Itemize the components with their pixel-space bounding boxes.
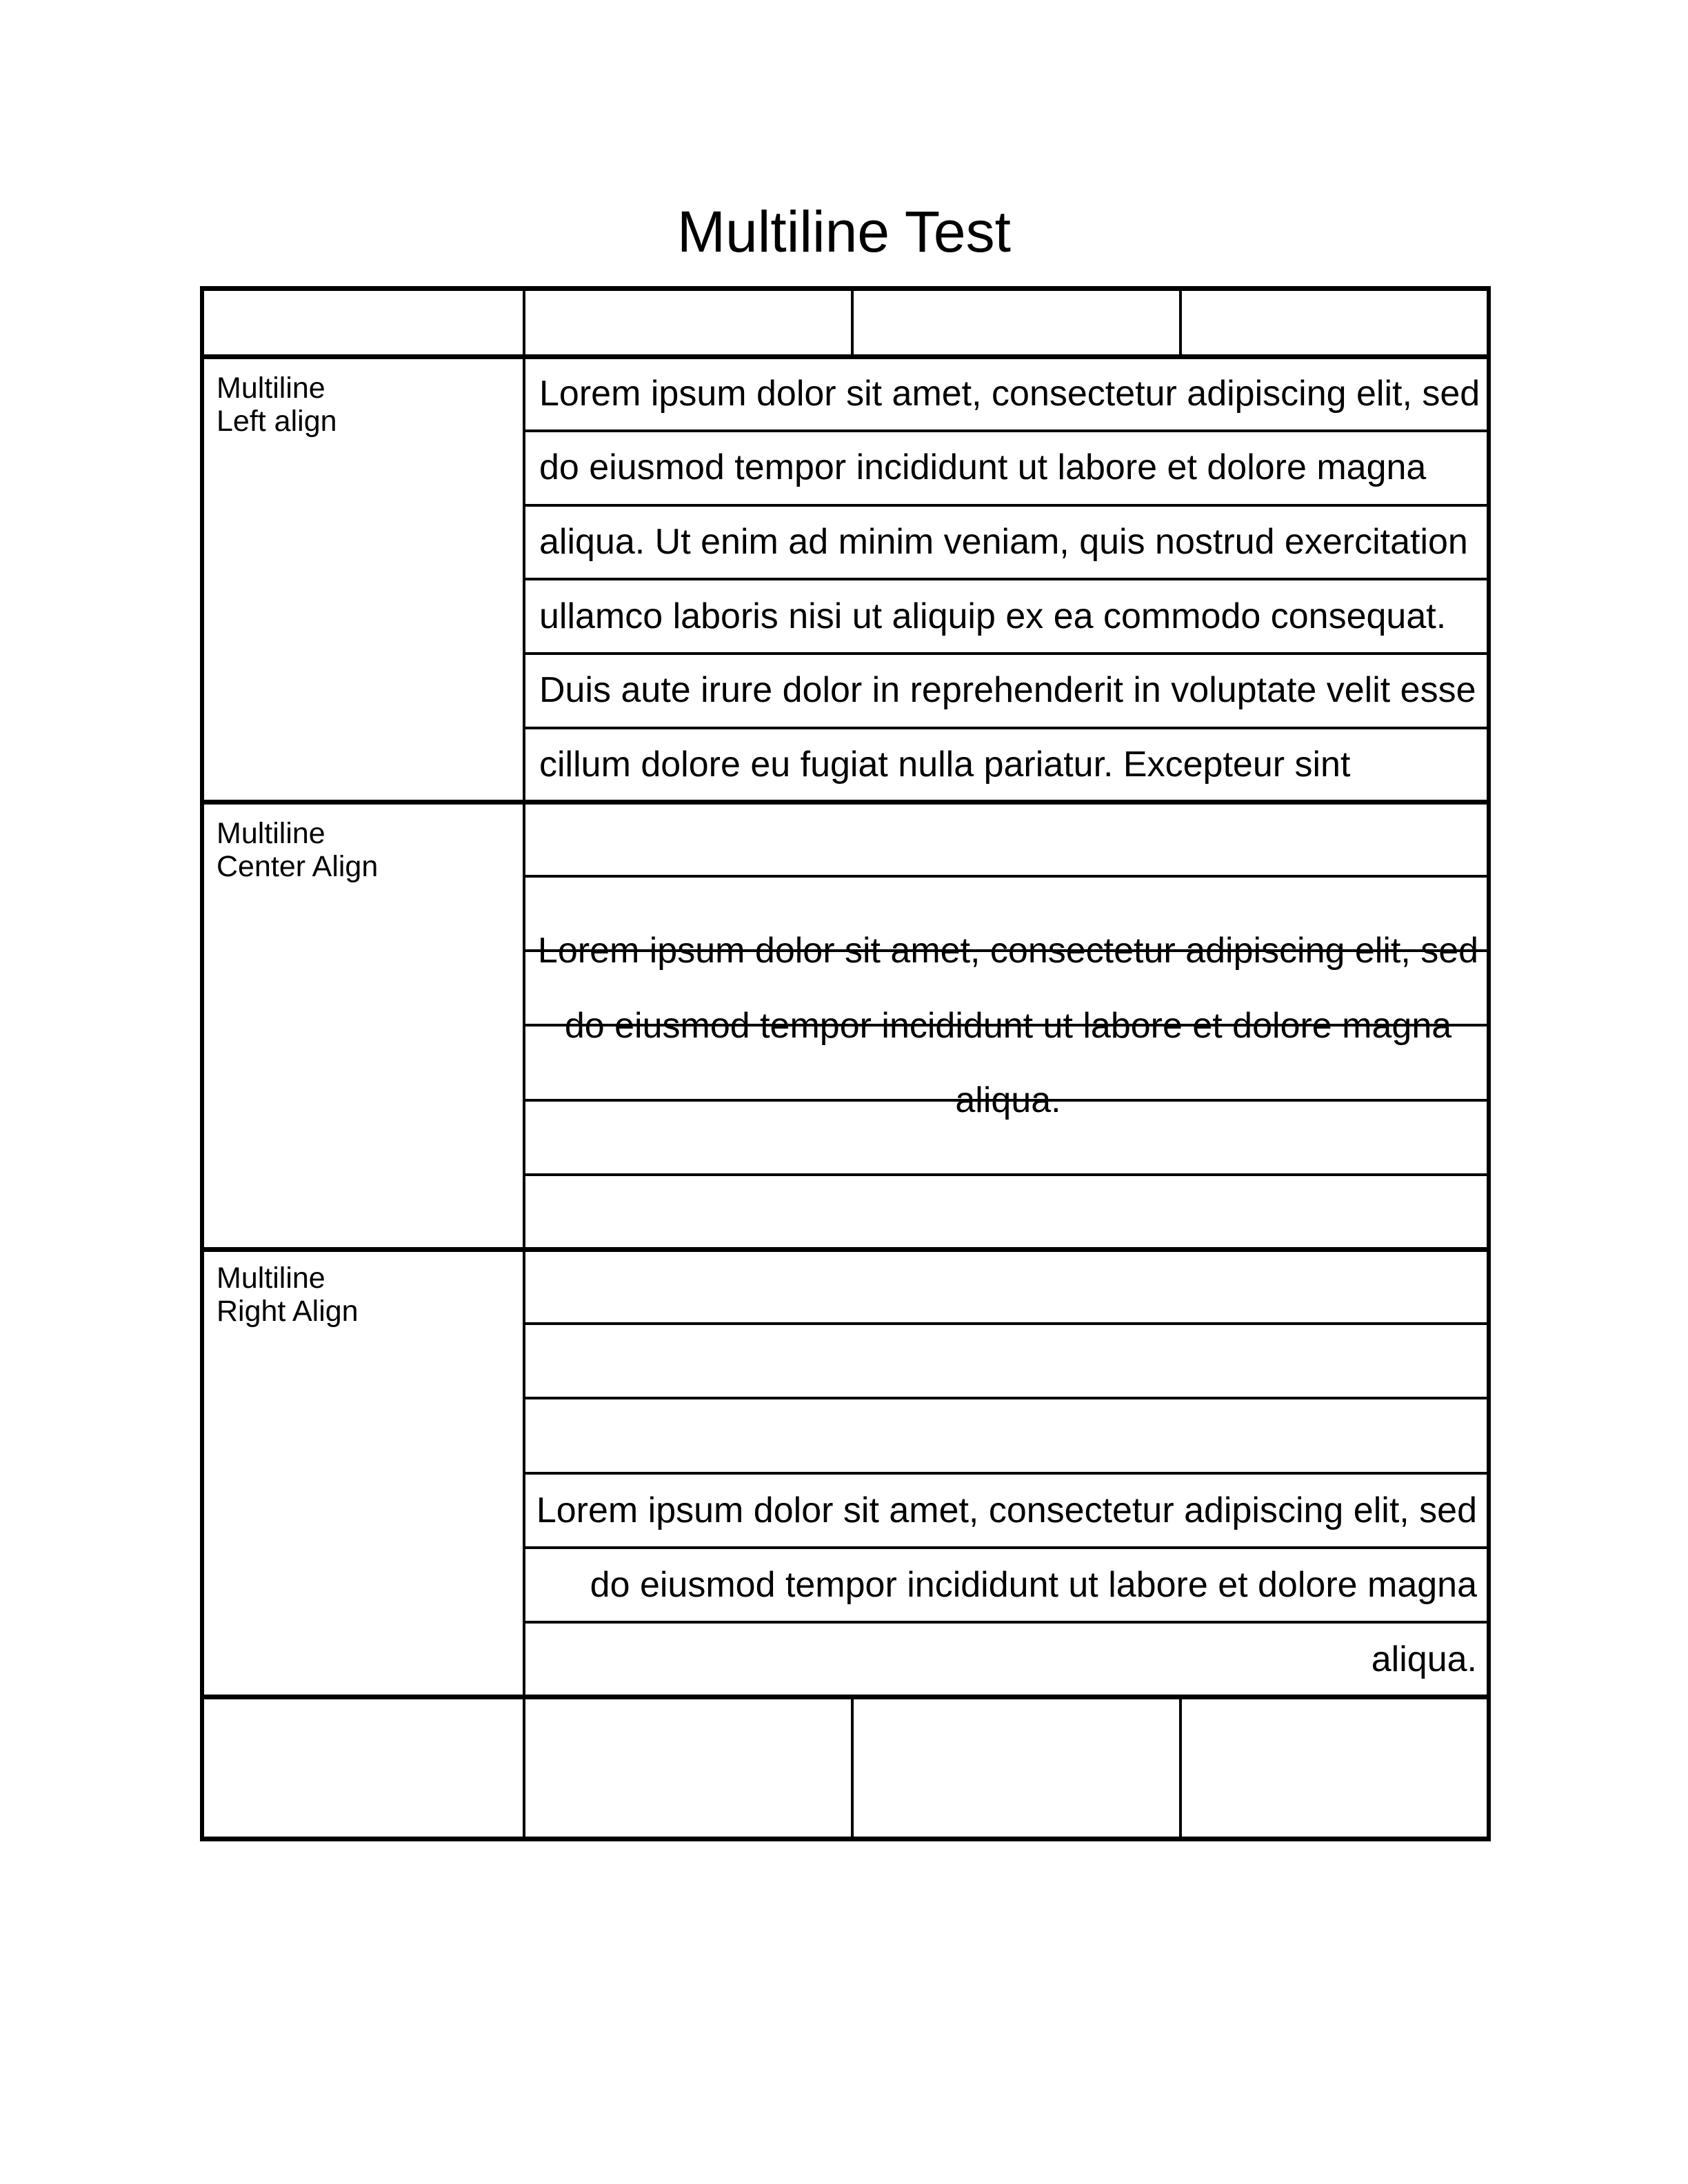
- label-line: Multiline: [217, 372, 325, 405]
- text-line: do eiusmod tempor incididunt ut labore et dolore magna: [564, 1005, 1452, 1046]
- label-line: Right Align: [217, 1295, 359, 1328]
- text-line: Lorem ipsum dolor sit amet, consectetur adipiscing elit, sed: [537, 931, 1479, 971]
- center-align-text-cell: [525, 802, 1487, 1249]
- right-align-text-cell: [525, 1249, 1487, 1697]
- text-line: Lorem ipsum dolor sit amet, consectetur adipiscing elit, sed: [536, 1490, 1477, 1530]
- footer-column-divider: [1179, 1695, 1182, 1841]
- header-column-divider: [1179, 286, 1182, 359]
- label-multiline-right-align: [217, 1262, 513, 1328]
- table-border-bottom: [200, 1837, 1491, 1841]
- text-line: Duis aute irure dolor in reprehenderit in voluptate velit esse: [539, 670, 1476, 711]
- table-border-left: [200, 286, 204, 1841]
- footer-column-divider: [851, 1695, 854, 1841]
- text-line: ullamco laboris nisi ut aliquip ex ea commodo consequat.: [539, 596, 1447, 636]
- label-multiline-center-align: [217, 817, 513, 883]
- text-line: do eiusmod tempor incididunt ut labore et dolore magna: [590, 1564, 1477, 1605]
- label-line: Left align: [217, 405, 337, 438]
- table-border-top: [200, 286, 1491, 291]
- text-line: aliqua. Ut enim ad minim veniam, quis nostrud exercitation: [539, 522, 1468, 563]
- header-column-divider: [851, 286, 854, 359]
- left-align-text-cell: [525, 356, 1487, 802]
- label-line: Multiline: [217, 817, 325, 850]
- page-title: Multiline Test: [677, 199, 1011, 264]
- label-multiline-left-align: [217, 372, 513, 438]
- text-line: Lorem ipsum dolor sit amet, consectetur adipiscing elit, sed: [539, 373, 1480, 414]
- text-line: aliqua.: [955, 1080, 1061, 1120]
- text-line: do eiusmod tempor incididunt ut labore et dolore magna: [539, 447, 1427, 488]
- text-line: cillum dolore eu fugiat nulla pariatur. Excepteur sint: [539, 745, 1351, 785]
- table-border-right: [1487, 286, 1491, 1841]
- label-line: Multiline: [217, 1262, 325, 1295]
- text-line: aliqua.: [1371, 1639, 1477, 1679]
- multiline-table: [200, 286, 1491, 1841]
- label-line: Center Align: [217, 850, 379, 883]
